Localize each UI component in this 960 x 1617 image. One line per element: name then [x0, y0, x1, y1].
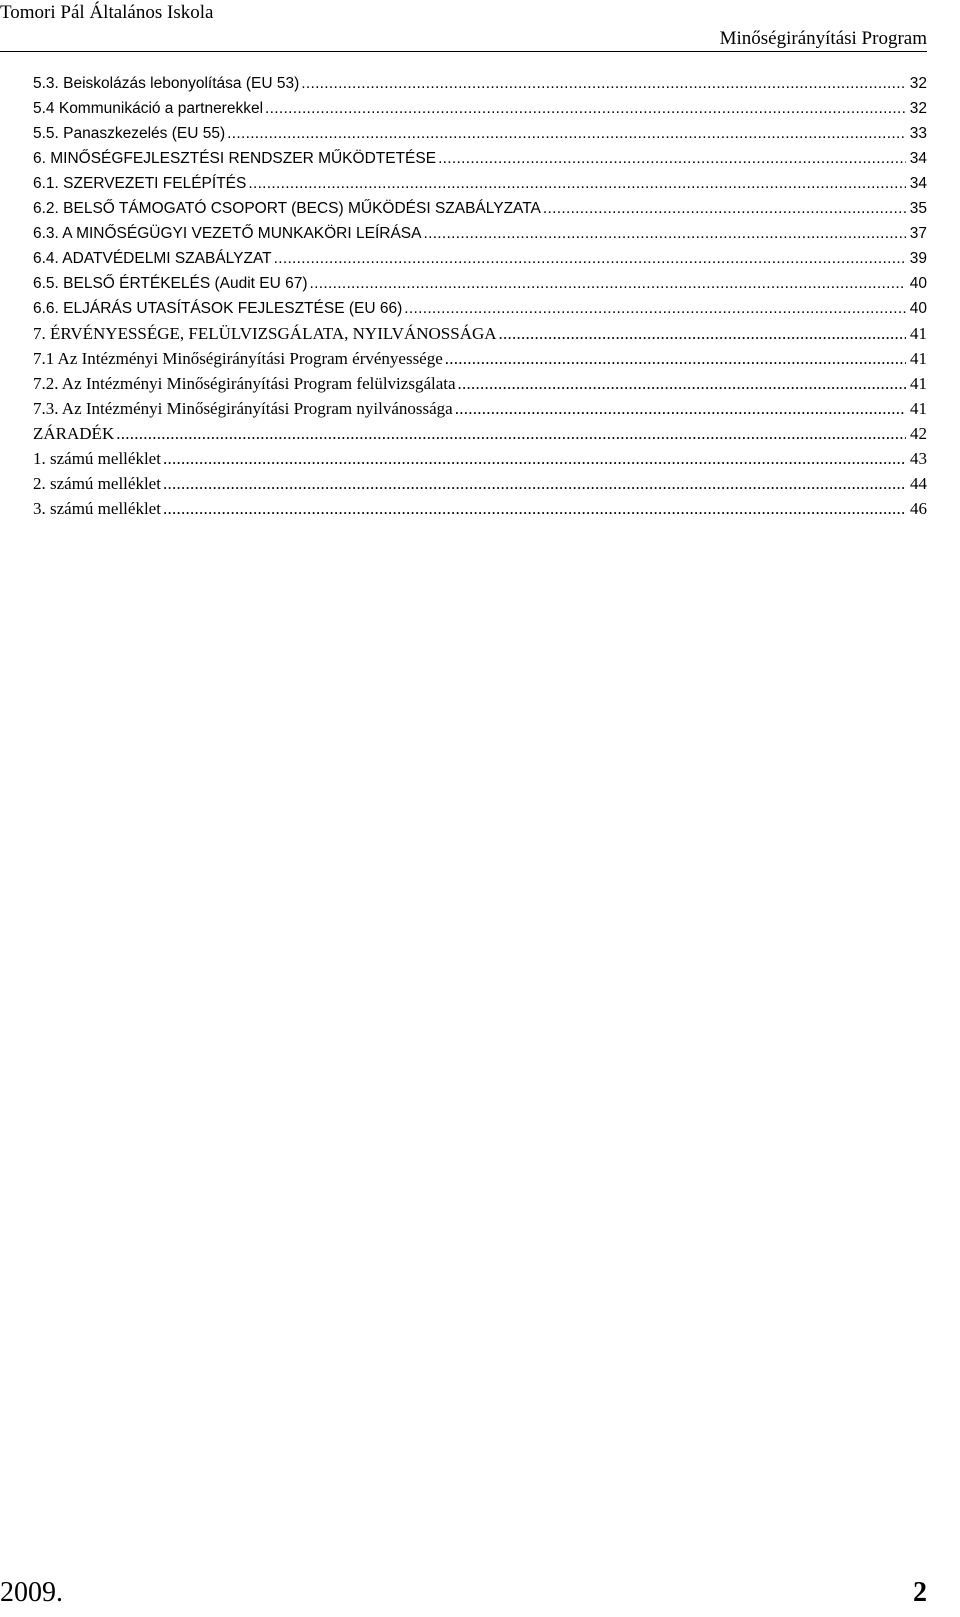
toc-leader-dots	[455, 396, 906, 421]
toc-entry[interactable]	[33, 421, 927, 446]
toc-leader-dots	[163, 471, 906, 496]
toc-leader-dots	[543, 196, 906, 221]
toc-entry-page: 40	[909, 300, 927, 317]
header-school-name: Tomori Pál Általános Iskola	[0, 2, 214, 23]
toc-entry[interactable]	[33, 371, 927, 396]
toc-entry[interactable]	[33, 246, 927, 271]
toc-entry[interactable]	[33, 446, 927, 471]
toc-leader-dots	[310, 271, 906, 296]
toc-leader-dots	[404, 296, 906, 321]
header-divider	[0, 51, 927, 52]
toc-entry-label: 6.4. ADATVÉDELMI SZABÁLYZAT	[33, 250, 272, 267]
toc-entry-page: 40	[909, 275, 927, 292]
toc-leader-dots	[265, 96, 906, 121]
toc-entry[interactable]	[33, 171, 927, 196]
toc-entry-page: 46	[910, 499, 927, 518]
toc-entry-label: 7. ÉRVÉNYESSÉGE, FELÜLVIZSGÁLATA, NYILVÁNOSSÁGA	[33, 324, 497, 343]
toc-entry[interactable]	[33, 271, 927, 296]
toc-entry-label: 6.2. BELSŐ TÁMOGATÓ CSOPORT (BECS) MŰKÖDÉSI SZABÁLYZATA	[33, 200, 541, 217]
toc-entry-label: 6.6. ELJÁRÁS UTASÍTÁSOK FEJLESZTÉSE (EU 66)	[33, 300, 403, 317]
toc-entry-label: 6. MINŐSÉGFEJLESZTÉSI RENDSZER MŰKÖDTETÉSE	[33, 150, 437, 167]
toc-leader-dots	[499, 321, 906, 346]
toc-leader-dots	[438, 146, 906, 171]
toc-entry-label: 5.3. Beiskolázás lebonyolítása (EU 53)	[33, 75, 300, 92]
toc-entry-label: 6.3. A MINŐSÉGÜGYI VEZETŐ MUNKAKÖRI LEÍRÁSA	[33, 225, 422, 242]
toc-entry[interactable]	[33, 396, 927, 421]
toc-entry-page: 34	[909, 175, 927, 192]
toc-entry[interactable]	[33, 346, 927, 371]
toc-entry-label: 6.1. SZERVEZETI FELÉPÍTÉS	[33, 175, 247, 192]
toc-leader-dots	[423, 221, 905, 246]
toc-leader-dots	[163, 446, 906, 471]
toc-entry-page: 35	[909, 200, 927, 217]
toc-entry-page: 41	[910, 324, 927, 343]
toc-entry-page: 41	[910, 399, 927, 418]
toc-entry-page: 32	[909, 100, 927, 117]
toc-leader-dots	[163, 496, 906, 521]
toc-entry-page: 43	[910, 449, 927, 468]
toc-entry-label: 6.5. BELSŐ ÉRTÉKELÉS (Audit EU 67)	[33, 275, 308, 292]
toc-entry-page: 41	[910, 374, 927, 393]
toc-entry-label: 7.3. Az Intézményi Minőségirányítási Program nyilvánossága	[33, 399, 453, 418]
toc-leader-dots	[116, 421, 906, 446]
toc-entry[interactable]	[33, 96, 927, 121]
toc-entry-label: ZÁRADÉK	[33, 424, 115, 443]
toc-entry-label: 2. számú melléklet	[33, 474, 161, 493]
toc-entry-page: 32	[909, 75, 927, 92]
toc-leader-dots	[227, 121, 906, 146]
toc-entry-page: 37	[909, 225, 927, 242]
toc-entry-page: 44	[910, 474, 927, 493]
toc-entry-label: 7.2. Az Intézményi Minőségirányítási Program felülvizsgálata	[33, 374, 456, 393]
table-of-contents	[33, 71, 927, 521]
header-program-title: Minőségirányítási Program	[719, 28, 927, 49]
toc-leader-dots	[248, 171, 905, 196]
toc-leader-dots	[445, 346, 906, 371]
toc-entry[interactable]	[33, 146, 927, 171]
toc-entry-page: 41	[910, 349, 927, 368]
toc-entry-page: 42	[910, 424, 927, 443]
toc-entry-label: 5.5. Panaszkezelés (EU 55)	[33, 125, 226, 142]
toc-entry-page: 39	[909, 250, 927, 267]
footer-page-number: 2	[913, 1577, 927, 1608]
toc-entry[interactable]	[33, 321, 927, 346]
toc-entry[interactable]	[33, 196, 927, 221]
toc-entry-label: 1. számú melléklet	[33, 449, 161, 468]
toc-leader-dots	[301, 71, 906, 96]
toc-entry[interactable]	[33, 121, 927, 146]
toc-entry[interactable]	[33, 71, 927, 96]
toc-entry[interactable]	[33, 471, 927, 496]
toc-entry[interactable]	[33, 296, 927, 321]
toc-entry[interactable]	[33, 496, 927, 521]
toc-entry-label: 5.4 Kommunikáció a partnerekkel	[33, 100, 264, 117]
toc-entry[interactable]	[33, 221, 927, 246]
toc-entry-page: 34	[909, 150, 927, 167]
footer-year: 2009.	[0, 1577, 63, 1608]
toc-entry-label: 3. számú melléklet	[33, 499, 161, 518]
toc-leader-dots	[458, 371, 906, 396]
toc-leader-dots	[274, 246, 906, 271]
toc-entry-page: 33	[909, 125, 927, 142]
toc-entry-label: 7.1 Az Intézményi Minőségirányítási Program érvényessége	[33, 349, 443, 368]
